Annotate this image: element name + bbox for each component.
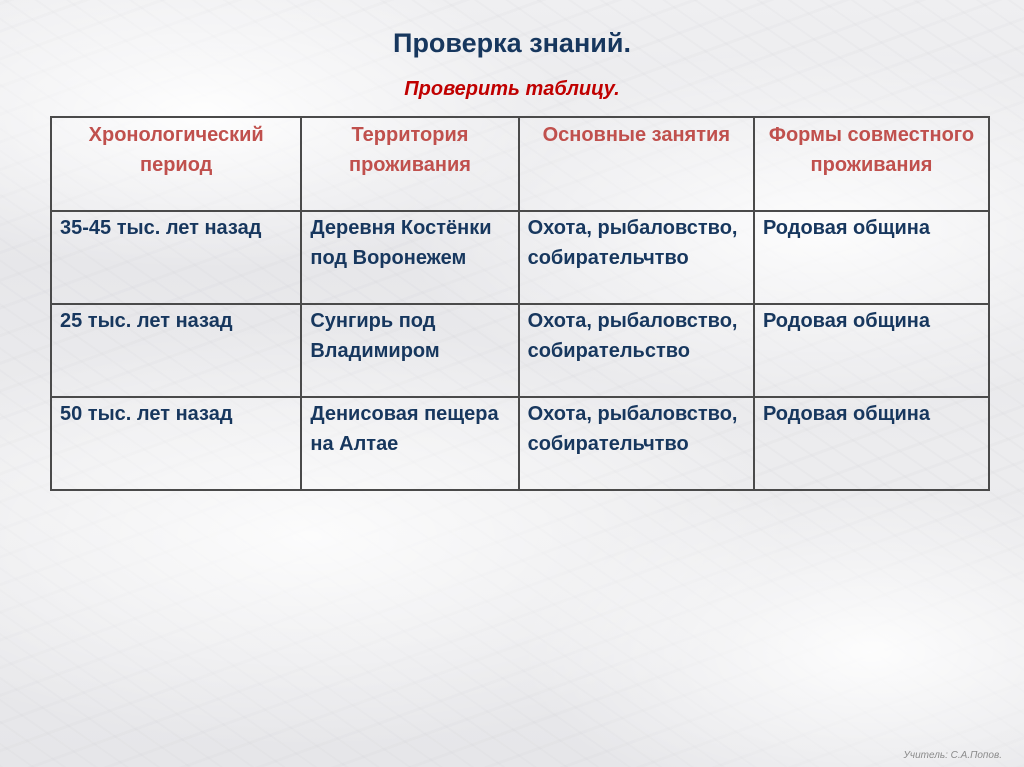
cell-period: 25 тыс. лет назад xyxy=(51,304,301,397)
header-occupations: Основные занятия xyxy=(519,117,754,211)
header-period: Хронологический период xyxy=(51,117,301,211)
table-header-row xyxy=(51,117,989,211)
table-row xyxy=(51,304,989,397)
table-row xyxy=(51,211,989,304)
data-table xyxy=(50,116,990,491)
header-living-forms: Формы совместного проживания xyxy=(754,117,989,211)
cell-period: 35-45 тыс. лет назад xyxy=(51,211,301,304)
cell-occupations: Охота, рыбаловство, собирательчтво xyxy=(519,397,754,490)
cell-territory: Сунгирь под Владимиром xyxy=(301,304,518,397)
cell-territory: Денисовая пещера на Алтае xyxy=(301,397,518,490)
table-row xyxy=(51,397,989,490)
cell-living-form: Родовая община xyxy=(754,304,989,397)
header-territory: Территория проживания xyxy=(301,117,518,211)
teacher-credit: Учитель: С.А.Попов. xyxy=(903,750,1002,761)
cell-period: 50 тыс. лет назад xyxy=(51,397,301,490)
cell-occupations: Охота, рыбаловство, собирательство xyxy=(519,304,754,397)
cell-occupations: Охота, рыбаловство, собирательчтво xyxy=(519,211,754,304)
cell-living-form: Родовая община xyxy=(754,397,989,490)
slide-title: Проверка знаний. xyxy=(393,28,631,58)
cell-territory: Деревня Костёнки под Воронежем xyxy=(301,211,518,304)
cell-living-form: Родовая община xyxy=(754,211,989,304)
slide-subtitle: Проверить таблицу. xyxy=(404,78,620,100)
